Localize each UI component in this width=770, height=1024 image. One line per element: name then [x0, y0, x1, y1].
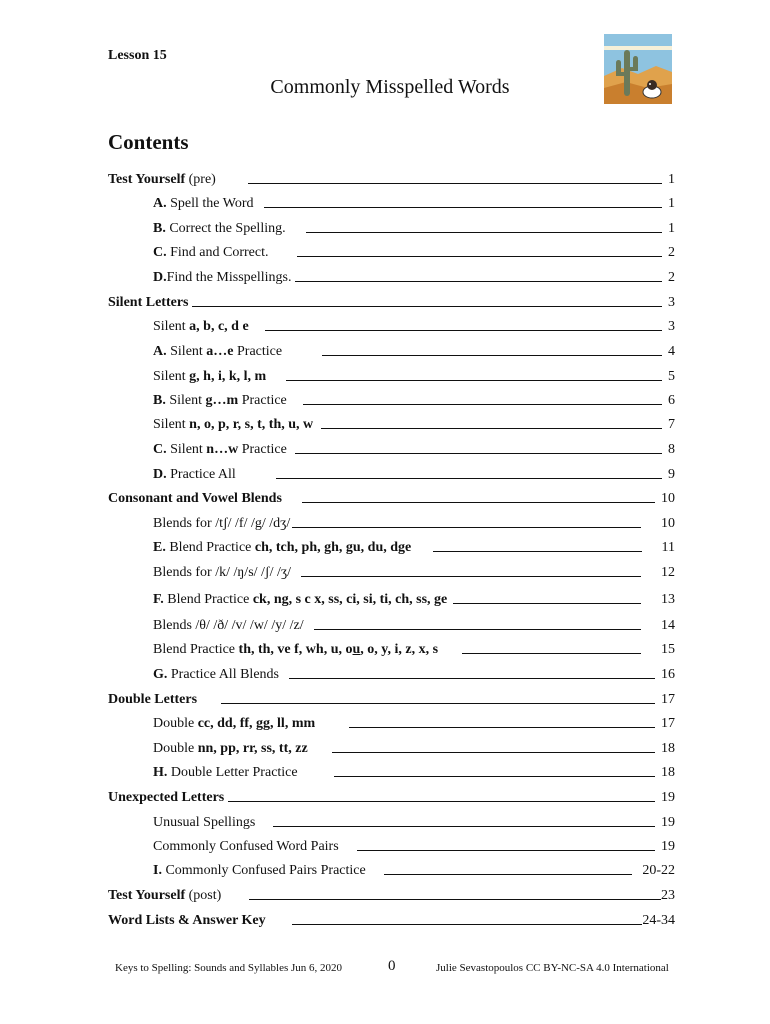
contents-heading: Contents — [108, 130, 189, 154]
toc-row: Blends /θ/ /ð/ /v/ /w/ /y/ /z/ 14 — [153, 618, 675, 633]
toc-row: D.Find the Misspellings. 2 — [153, 270, 675, 285]
toc-row: C. Find and Correct. 2 — [153, 245, 675, 260]
toc-row: Commonly Confused Word Pairs 19 — [153, 839, 675, 854]
toc-row: Silent Letters 3 — [108, 295, 675, 310]
toc-row: Blend Practice th, th, ve f, wh, u, ou, o, y, i, z, x, s 15 — [153, 642, 675, 657]
toc-row: C. Silent n…w Practice 8 — [153, 442, 675, 457]
toc-row: Unexpected Letters 19 — [108, 790, 675, 805]
toc-row: B. Correct the Spelling. 1 — [153, 221, 675, 236]
toc-row: Consonant and Vowel Blends 10 — [108, 491, 675, 506]
toc-row: Silent g, h, i, k, l, m 5 — [153, 369, 675, 384]
footer-right: Julie Sevastopoulos CC BY-NC-SA 4.0 International — [436, 962, 669, 974]
toc-row: Silent a, b, c, d e 3 — [153, 319, 675, 334]
page-title: Commonly Misspelled Words — [270, 76, 510, 98]
toc-row: E. Blend Practice ch, tch, ph, gh, gu, du, dge 11 — [153, 540, 675, 555]
toc-row: Word Lists & Answer Key 24-34 — [108, 913, 675, 928]
toc-row: Unusual Spellings 19 — [153, 815, 675, 830]
toc-row: Silent n, o, p, r, s, t, th, u, w 7 — [153, 417, 675, 432]
toc-row: G. Practice All Blends 16 — [153, 667, 675, 682]
toc-row: A. Silent a…e Practice 4 — [153, 344, 675, 359]
toc-row: Test Yourself (pre) 1 — [108, 172, 675, 187]
footer-page-number: 0 — [388, 958, 396, 974]
toc-row: Double Letters 17 — [108, 692, 675, 707]
footer-left: Keys to Spelling: Sounds and Syllables Jun 6, 2020 — [115, 962, 343, 974]
toc-row: Double cc, dd, ff, gg, ll, mm 17 — [153, 716, 675, 731]
toc-row: Double nn, pp, rr, ss, tt, zz 18 — [153, 741, 675, 756]
lesson-label: Lesson 15 — [108, 48, 167, 63]
toc-row: Test Yourself (post) 23 — [108, 888, 675, 903]
toc-row: I. Commonly Confused Pairs Practice 20-22 — [153, 863, 675, 878]
toc-row: B. Silent g…m Practice 6 — [153, 393, 675, 408]
toc-row: A. Spell the Word 1 — [153, 196, 675, 211]
toc-row: Blends for /tʃ/ /f/ /g/ /dʒ/ 10 — [153, 516, 675, 531]
toc-row: Blends for /k/ /ŋ/s/ /ʃ/ /ʒ/ 12 — [153, 565, 675, 580]
toc-row: D. Practice All 9 — [153, 467, 675, 482]
toc-row: F. Blend Practice ck, ng, s c x, ss, ci, si, ti, ch, ss, ge 13 — [153, 592, 675, 607]
toc-row: H. Double Letter Practice 18 — [153, 765, 675, 780]
